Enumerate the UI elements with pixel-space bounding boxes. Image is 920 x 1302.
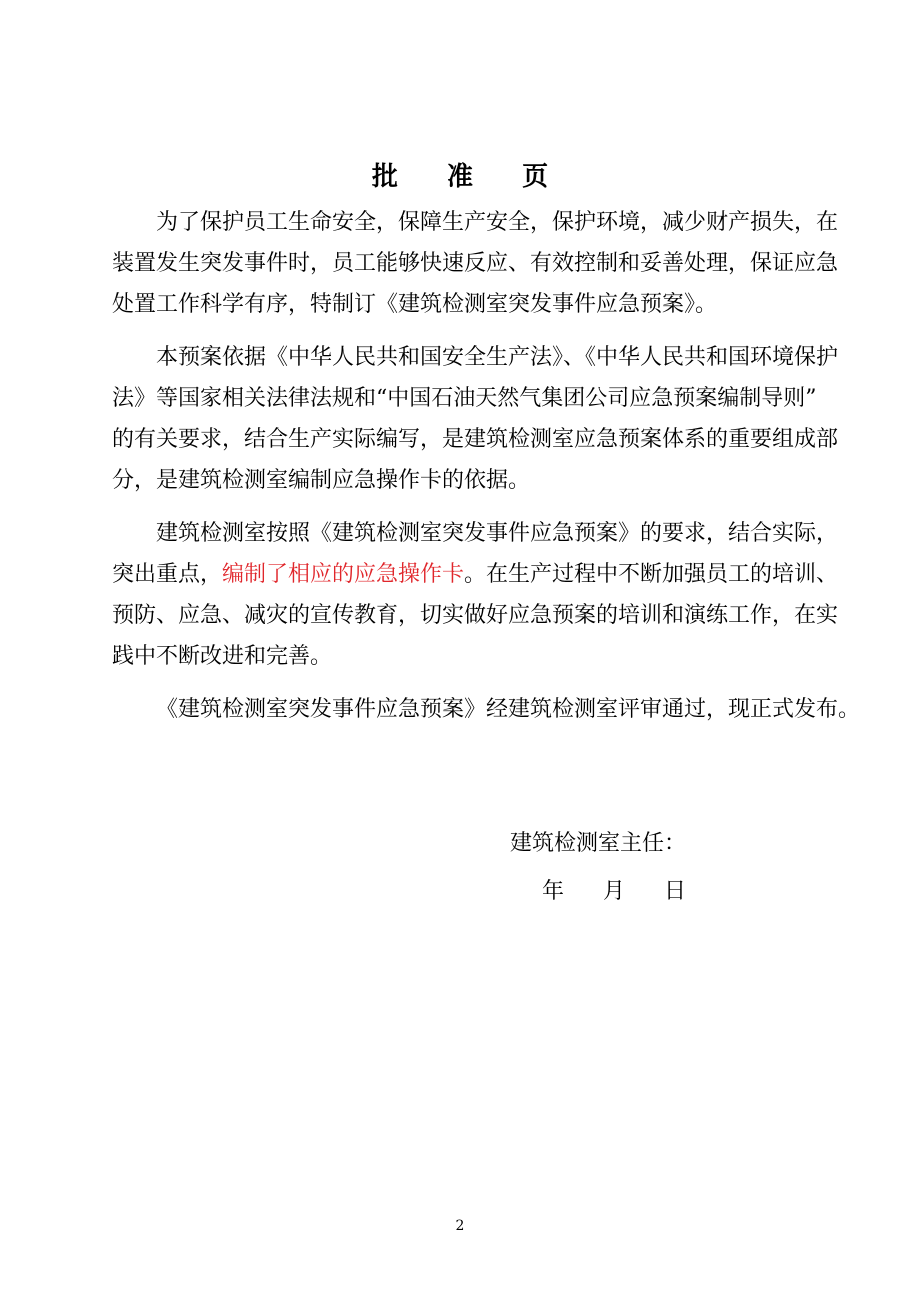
- paragraph-3-line-2-pre: 突出重点，: [112, 562, 223, 587]
- signature-label: 建筑检测室主任：: [510, 831, 687, 856]
- paragraph-3-line-1: 建筑检测室按照《建筑检测室突发事件应急预案》的要求，结合实际，: [156, 521, 839, 546]
- date-year: 年: [542, 879, 565, 904]
- paragraph-2-line-4: 分，是建筑检测室编制应急操作卡的依据。: [112, 468, 531, 493]
- paragraph-3-line-3: 预防、应急、减灾的宣传教育，切实做好应急预案的培训和演练工作，在实: [112, 603, 839, 628]
- highlighted-text: 编制了相应的应急操作卡: [222, 562, 465, 587]
- paragraph-3-line-2-post: 。在生产过程中不断加强员工的培训、: [464, 562, 839, 587]
- page-number: 2: [455, 1218, 465, 1234]
- page-title: [0, 156, 920, 193]
- title-char-3: 页: [522, 162, 549, 192]
- paragraph-2-line-1: 本预案依据《中华人民共和国安全生产法》、《中华人民共和国环境保护: [156, 345, 839, 370]
- paragraph-4-line-1: 《建筑检测室突发事件应急预案》经建筑检测室评审通过，现正式发布。: [156, 697, 861, 722]
- paragraph-3-line-2: [112, 554, 839, 595]
- date-month: 月: [603, 879, 626, 904]
- paragraph-3-line-4: 践中不断改进和完善。: [112, 644, 333, 669]
- signature-date: [542, 874, 718, 905]
- paragraph-2-line-2: 法》等国家相关法律法规和“中国石油天然气集团公司应急预案编制导则”: [112, 386, 817, 411]
- paragraph-1-line-1: 为了保护员工生命安全，保障生产安全，保护环境，减少财产损失，在: [156, 210, 839, 235]
- date-day: 日: [664, 879, 687, 904]
- body-text: [112, 202, 861, 730]
- paragraph-1-line-2: 装置发生突发事件时，员工能够快速反应、有效控制和妥善处理，保证应急: [112, 251, 839, 276]
- title-char-1: 批: [371, 162, 398, 192]
- paragraph-2-line-3: 的有关要求，结合生产实际编写，是建筑检测室应急预案体系的重要组成部: [112, 427, 839, 452]
- paragraph-1-line-3: 处置工作科学有序，特制订《建筑检测室突发事件应急预案》。: [112, 292, 718, 317]
- title-char-2: 准: [446, 162, 473, 192]
